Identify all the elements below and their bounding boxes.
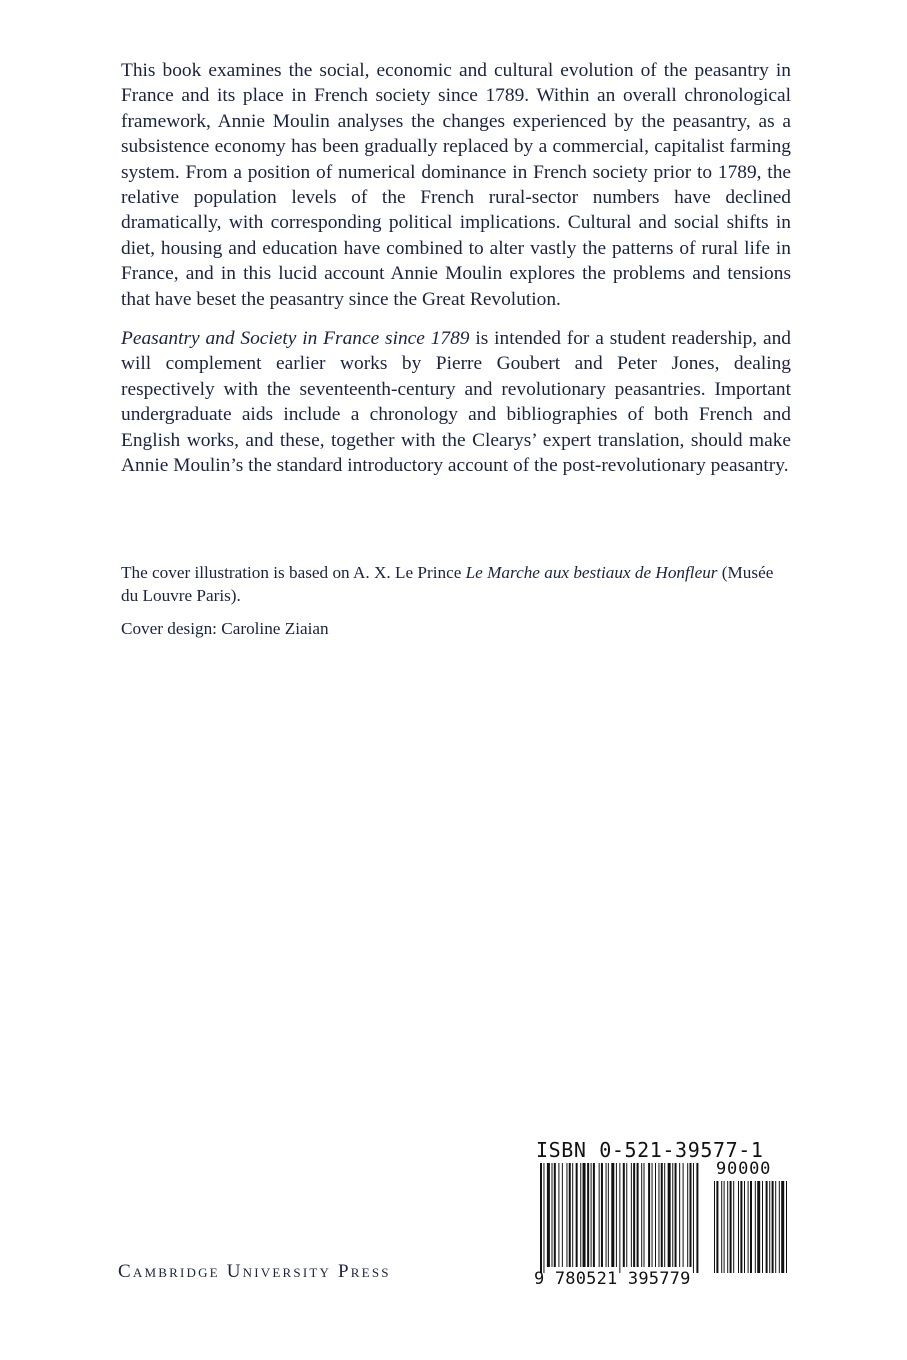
barcode-bar	[540, 1163, 542, 1273]
barcode-bar	[587, 1163, 589, 1267]
barcode-bar	[652, 1163, 653, 1267]
barcode-bar	[648, 1163, 650, 1267]
isbn-barcode	[530, 1135, 795, 1295]
barcode-bar	[562, 1163, 563, 1267]
barcode-addon-bar	[748, 1181, 749, 1273]
barcode-addon-bar	[730, 1181, 732, 1273]
barcode-addon-bar	[714, 1181, 715, 1273]
barcode-bar	[683, 1163, 684, 1267]
barcode-bar	[554, 1163, 556, 1267]
price-code: 90000	[716, 1159, 772, 1179]
blurb-paragraph-1: This book examines the social, economic and cultural evolution of the peasantry in France and its place in French society since 1789. Within an overall chronological framework, Annie Moulin analyses the changes experienced by the peasantry, as a subsistence economy has been gradually replaced by a commercial, capitalist farming system. From a position of numerical dominance in French society prior to 1789, the relative population levels of the French rural-sector numbers have declined dramatically, with corresponding political implications. Cultural and social shifts in diet, housing and education have combined to alter vastly the patterns of rural life in France, and in this lucid account Annie Moulin explores the problems and tensions that have beset the peasantry since the Great Revolution.	[121, 60, 791, 310]
barcode-bar	[558, 1163, 559, 1267]
barcode-bar	[631, 1163, 632, 1267]
barcode-bar	[616, 1163, 617, 1267]
barcode-bar	[672, 1163, 673, 1267]
barcode-bar	[593, 1163, 595, 1267]
barcode-addon-bar	[781, 1181, 784, 1273]
book-title: Peasantry and Society in France since 1789	[121, 328, 470, 350]
barcode-addon-bar	[727, 1181, 728, 1273]
barcode-bar	[655, 1163, 656, 1267]
barcode-bar	[569, 1163, 571, 1267]
barcode-addon-bar	[775, 1181, 776, 1273]
illustration-title: Le Marche aux bestiaux de Honfleur	[465, 563, 718, 582]
ean-number: 9 780521 395779	[534, 1269, 691, 1289]
barcode-addon-bar	[769, 1181, 770, 1273]
barcode-bar	[690, 1163, 692, 1267]
barcode-bar	[626, 1163, 627, 1267]
barcode-addon-bar	[750, 1181, 752, 1273]
barcode-bar	[580, 1163, 581, 1267]
barcode-addon-bar	[716, 1181, 718, 1273]
barcode-bar	[675, 1163, 677, 1267]
barcode-bar	[679, 1163, 680, 1267]
barcode-addon-bar	[786, 1181, 787, 1273]
illustration-credit-suffix: (Musée du Louvre Paris).	[121, 563, 774, 605]
barcode-bar	[572, 1163, 573, 1267]
barcode-addon-bar	[772, 1181, 774, 1273]
barcode-addon-bar	[740, 1181, 742, 1273]
isbn-number: ISBN 0-521-39577-1	[536, 1138, 764, 1162]
barcode-addon-bar	[744, 1181, 745, 1273]
barcode-bar	[606, 1163, 607, 1267]
barcode-addon-bar	[779, 1181, 780, 1273]
blurb-paragraph-2-text: is intended for a student readership, and will complement earlier works by Pierre Goubert and Peter Jones, dealing respectively with the seventeenth-century and revolutionary peasantries. Important undergraduate aids include a chronology and bibliographies of both French and English works, and these, together with the Clearys’ expert translation, should make Annie Moulin’s the standard introductory account of the post-revolutionary peasantry.	[121, 328, 792, 477]
barcode-addon-bar	[721, 1181, 722, 1273]
back-cover-blurb	[121, 58, 791, 493]
barcode-bar	[687, 1163, 688, 1267]
barcode-bar	[566, 1163, 567, 1267]
barcode-bar	[608, 1163, 609, 1267]
barcode-bar	[547, 1163, 550, 1267]
barcode-bar	[599, 1163, 600, 1267]
barcode-bar	[644, 1163, 645, 1267]
barcode-bar	[693, 1163, 694, 1273]
barcode-addon-bar	[724, 1181, 725, 1273]
publisher-imprint: Cambridge University Press	[118, 1261, 391, 1282]
design-credit: Cover design: Caroline Ziaian	[121, 619, 329, 639]
barcode-bar	[696, 1163, 698, 1273]
barcode-bar	[576, 1163, 578, 1267]
barcode-bar	[583, 1163, 586, 1267]
barcode-addon-bar	[762, 1181, 763, 1273]
barcode-bar	[611, 1163, 614, 1267]
barcode-bar	[619, 1163, 620, 1273]
barcode-addon-bar	[738, 1181, 739, 1273]
barcode-bar	[633, 1163, 635, 1267]
barcode-bar	[543, 1163, 544, 1273]
barcode-addon-bar	[757, 1181, 760, 1273]
barcode-bar	[668, 1163, 671, 1267]
barcode-bar	[591, 1163, 592, 1267]
barcode-bar	[664, 1163, 665, 1267]
barcode-bar	[637, 1163, 639, 1267]
barcode-bar	[658, 1163, 659, 1267]
illustration-credit	[121, 562, 791, 607]
illustration-credit-prefix: The cover illustration is based on A. X. Le Prince	[121, 563, 466, 582]
blurb-paragraph-2	[121, 326, 791, 478]
barcode-bar	[623, 1163, 625, 1267]
barcode-addon-bar	[766, 1181, 768, 1273]
barcode-addon-bar	[733, 1181, 734, 1273]
cover-credits	[121, 562, 791, 652]
barcode-bar	[601, 1163, 603, 1267]
barcode-bar	[661, 1163, 663, 1267]
barcode-bar	[641, 1163, 642, 1267]
barcode-bar	[552, 1163, 553, 1267]
barcode-addon-bar	[755, 1181, 756, 1273]
